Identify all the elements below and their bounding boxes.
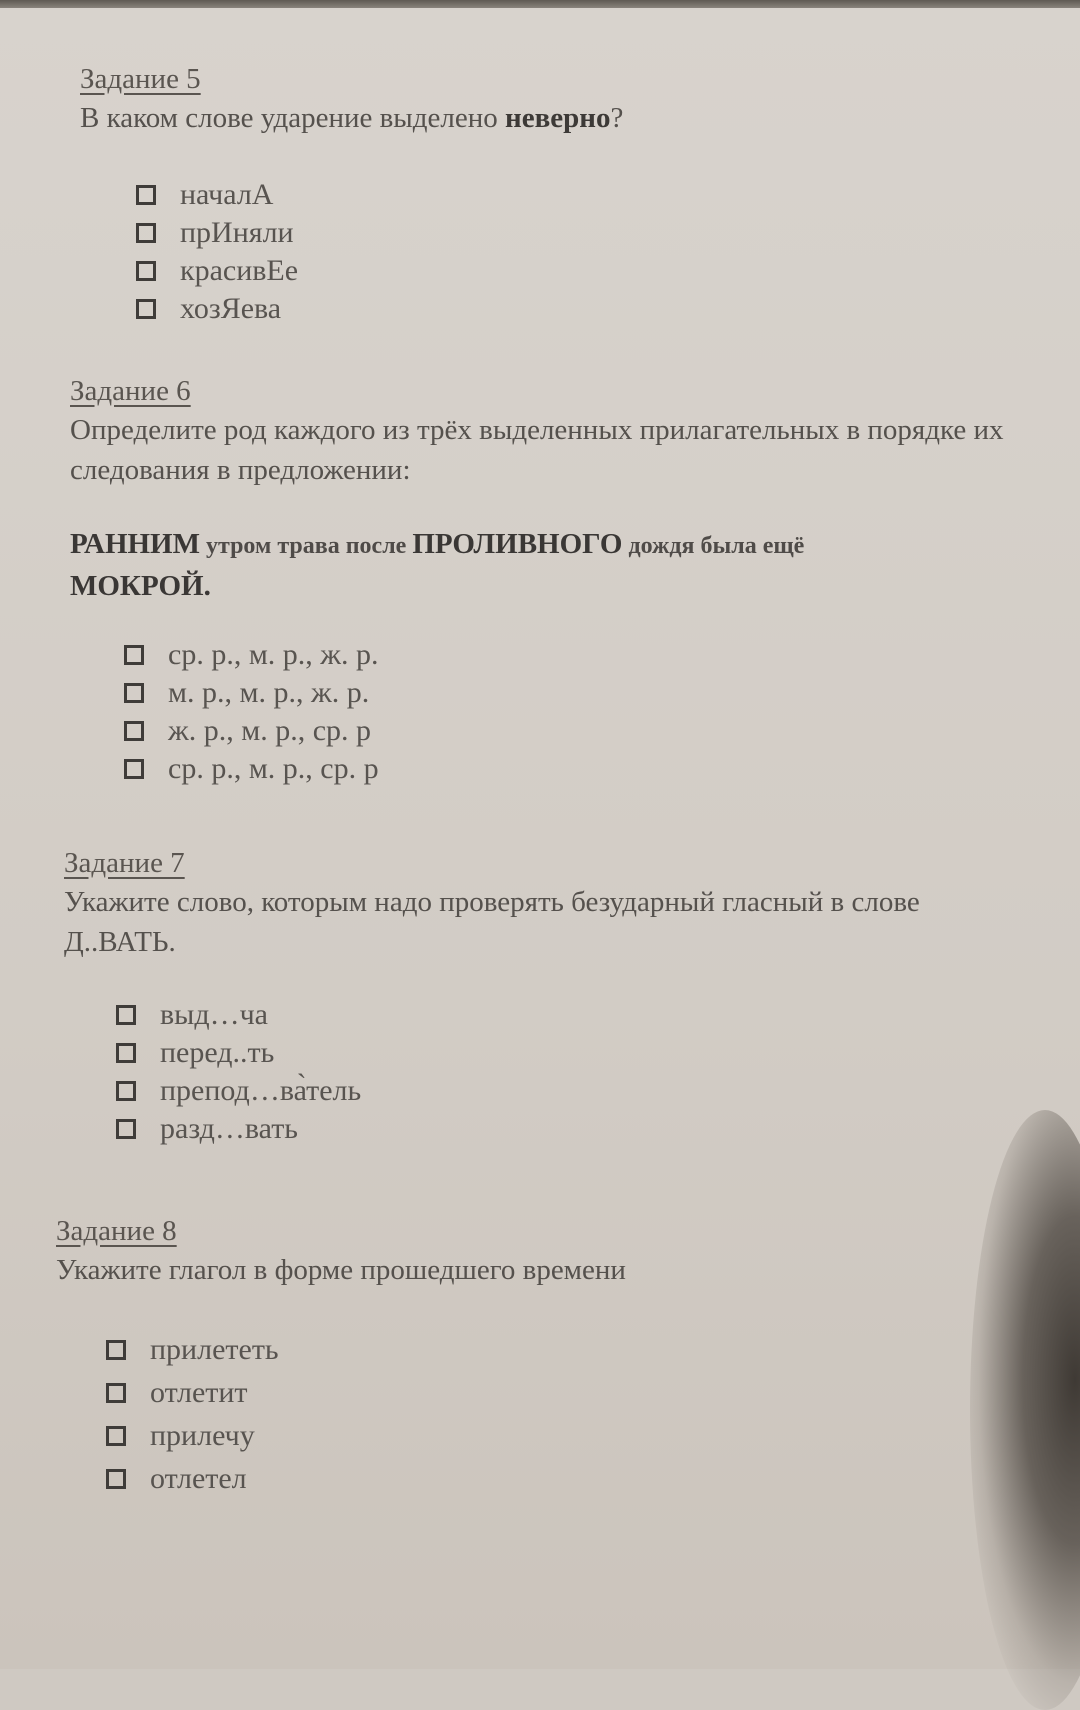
task-title: Задание 7 <box>64 847 185 879</box>
option-label: выд…ча <box>160 998 268 1031</box>
option-label: прИняли <box>180 216 294 249</box>
option-item[interactable] <box>136 176 1020 214</box>
option-label: прилететь <box>150 1332 279 1366</box>
option-item[interactable] <box>116 1110 1024 1148</box>
option-label: ср. р., м. р., ж. р. <box>168 638 379 671</box>
task-title: Задание 8 <box>56 1215 177 1247</box>
option-label: началА <box>180 178 274 211</box>
task-question: Укажите глагол в форме прошедшего времени <box>56 1254 626 1286</box>
task-5 <box>80 62 1020 328</box>
task-question: Определите род каждого из трёх выделенных прилагательных в порядке их следования в предложении: <box>70 414 1004 486</box>
option-item[interactable] <box>106 1457 1016 1500</box>
checkbox[interactable] <box>136 299 156 319</box>
task-title: Задание 6 <box>70 375 191 407</box>
task-title: Задание 5 <box>80 63 201 95</box>
highlighted-adjective: РАННИМ <box>70 528 200 560</box>
question-emphasis: неверно <box>505 102 611 134</box>
question-text: В каком слове ударение выделено <box>80 102 506 134</box>
checkbox[interactable] <box>106 1469 126 1489</box>
example-sentence <box>70 524 1030 606</box>
highlighted-adjective: МОКРОЙ. <box>70 570 211 602</box>
checkbox[interactable] <box>124 645 144 665</box>
checkbox[interactable] <box>116 1081 136 1101</box>
answer-options <box>106 1328 1016 1500</box>
option-label: красивЕе <box>180 254 299 287</box>
option-label: отлетит <box>150 1375 248 1409</box>
checkbox[interactable] <box>116 1119 136 1139</box>
checkbox[interactable] <box>124 721 144 741</box>
option-item[interactable] <box>136 290 1020 328</box>
answer-options <box>136 176 1020 328</box>
checkbox[interactable] <box>116 1043 136 1063</box>
answer-options <box>116 996 1024 1148</box>
checkbox[interactable] <box>136 185 156 205</box>
option-item[interactable] <box>116 1034 1024 1072</box>
option-item[interactable] <box>116 996 1024 1034</box>
checkbox[interactable] <box>106 1383 126 1403</box>
checkbox[interactable] <box>106 1426 126 1446</box>
option-item[interactable] <box>124 712 1030 750</box>
task-8 <box>56 1214 1016 1500</box>
option-item[interactable] <box>124 674 1030 712</box>
option-item[interactable] <box>124 750 1030 788</box>
checkbox[interactable] <box>136 261 156 281</box>
option-label: м. р., м. р., ж. р. <box>168 676 370 709</box>
option-item[interactable] <box>124 636 1030 674</box>
checkbox[interactable] <box>116 1005 136 1025</box>
option-label: препод…ва̀тель <box>160 1074 362 1107</box>
option-label: хозЯева <box>180 292 282 325</box>
task-7 <box>64 846 1024 1148</box>
task-6 <box>70 374 1030 788</box>
option-item[interactable] <box>136 252 1020 290</box>
option-label: ж. р., м. р., ср. р <box>168 714 372 747</box>
task-question <box>80 98 1020 138</box>
sentence-text: утром трава после <box>200 533 413 559</box>
question-mark: ? <box>610 102 624 134</box>
option-label: разд…вать <box>160 1112 298 1145</box>
option-item[interactable] <box>106 1328 1016 1371</box>
answer-options <box>124 636 1030 788</box>
checkbox[interactable] <box>124 759 144 779</box>
checkbox[interactable] <box>106 1340 126 1360</box>
option-item[interactable] <box>106 1414 1016 1457</box>
option-label: прилечу <box>150 1418 255 1452</box>
option-label: отлетел <box>150 1461 247 1495</box>
sentence-text: дождя была ещё <box>622 533 805 559</box>
task-question: Укажите слово, которым надо проверять безударный гласный в слове Д..ВАТЬ. <box>64 886 920 958</box>
highlighted-adjective: ПРОЛИВНОГО <box>412 528 623 560</box>
option-item[interactable] <box>106 1371 1016 1414</box>
option-label: перед..ть <box>160 1036 275 1069</box>
checkbox[interactable] <box>124 683 144 703</box>
option-item[interactable] <box>116 1072 1024 1110</box>
option-label: ср. р., м. р., ср. р <box>168 752 379 785</box>
checkbox[interactable] <box>136 223 156 243</box>
option-item[interactable] <box>136 214 1020 252</box>
